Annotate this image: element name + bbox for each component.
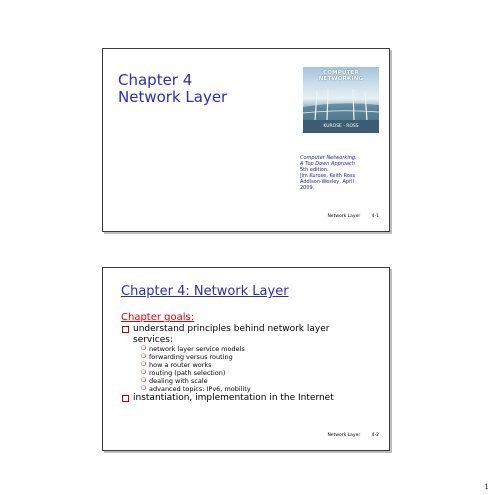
sub-goal-text: routing (path selection): [149, 369, 226, 377]
citation-line: Computer Networking:: [300, 155, 357, 161]
sub-goal-item: [141, 345, 383, 353]
citation-line: 5th edition.: [300, 167, 329, 173]
title-line-chapter: Chapter 4: [118, 71, 193, 89]
slide-footer: [327, 214, 379, 219]
hollow-bullet-icon: ❍: [141, 345, 147, 352]
sub-goal-item: [141, 361, 383, 369]
book-citation: [300, 155, 388, 191]
square-bullet-icon: [122, 395, 129, 402]
citation-line: A Top Down Approach: [300, 161, 355, 167]
book-cover-image: [303, 67, 379, 133]
sub-goal-item: [141, 377, 383, 385]
slide-footer: [327, 433, 379, 438]
sub-goal-text: forwarding versus routing: [149, 353, 233, 361]
goal-text-continued: services:: [133, 334, 173, 345]
goal-list: [121, 324, 383, 404]
slide-4-2: [102, 267, 390, 451]
hollow-bullet-icon: ❍: [141, 361, 147, 368]
hollow-bullet-icon: ❍: [141, 385, 147, 392]
slide-title: [118, 72, 227, 106]
citation-line: Jim Kurose, Keith Ross: [300, 173, 356, 179]
square-bullet-icon: [122, 326, 129, 333]
sub-goal-item: [141, 385, 383, 393]
citation-line: Addison-Wesley, April: [300, 179, 354, 185]
title-line-network-layer: Network Layer: [118, 88, 228, 106]
slide-4-1: [102, 48, 390, 232]
footer-section: Network Layer: [327, 214, 361, 219]
sub-goal-item: [141, 369, 383, 377]
book-title-line1: COMPUTER: [322, 70, 360, 76]
book-cover-authors: KUROSE · ROSS: [323, 124, 359, 129]
goals-heading: Chapter goals:: [121, 312, 195, 323]
slide-title: Chapter 4: Network Layer: [121, 284, 289, 299]
goal-item: [121, 393, 383, 404]
goal-text: understand principles behind network layer: [133, 324, 330, 334]
citation-line: 2009.: [300, 185, 315, 191]
hollow-bullet-icon: ❍: [141, 353, 147, 360]
footer-slide-number: 4-1: [371, 214, 379, 219]
hollow-bullet-icon: ❍: [141, 369, 147, 376]
footer-section: Network Layer: [327, 433, 361, 438]
sub-goal-text: how a router works: [149, 361, 212, 369]
book-title-line2: NETWORKING: [318, 76, 364, 82]
footer-slide-number: 4-2: [371, 433, 379, 438]
hollow-bullet-icon: ❍: [141, 377, 147, 384]
goal-item: [121, 324, 383, 393]
page-number: 1: [484, 483, 489, 491]
book-cover-title: [305, 70, 377, 82]
sub-goal-item: [141, 353, 383, 361]
sub-goal-text: network layer service models: [149, 345, 245, 353]
sub-goal-text: dealing with scale: [149, 377, 208, 385]
sub-goal-text: advanced topics: IPv6, mobility: [149, 385, 251, 393]
goal-text: instantiation, implementation in the Internet: [133, 393, 334, 403]
sub-goal-list: [133, 345, 383, 393]
